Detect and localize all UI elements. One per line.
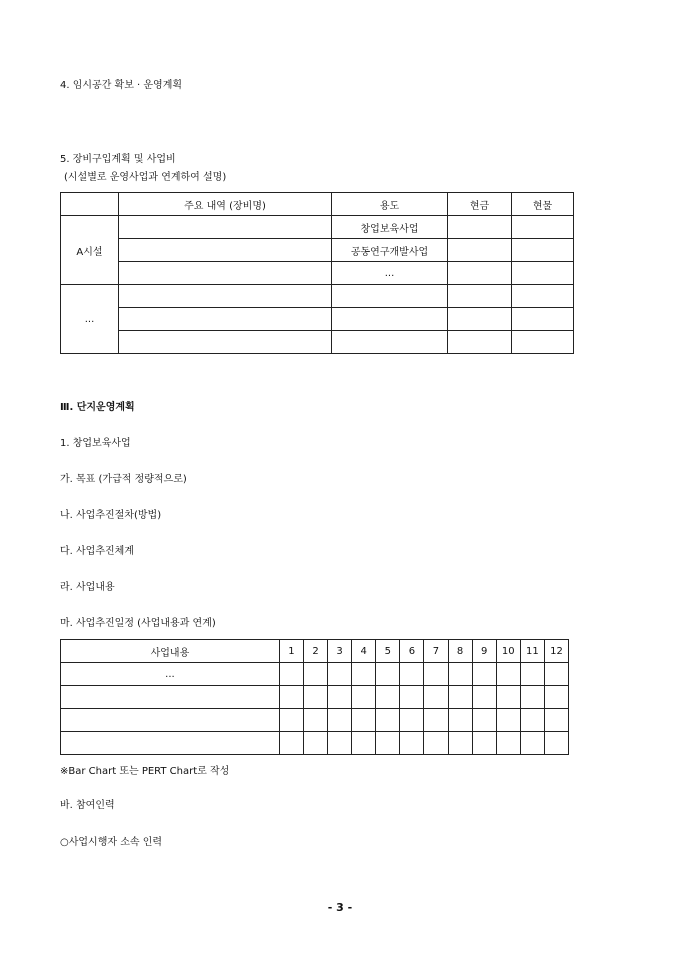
section-5-heading: 5. 장비구입계획 및 사업비 bbox=[60, 154, 176, 165]
table-cell bbox=[332, 285, 448, 308]
table-cell bbox=[448, 308, 512, 331]
item-1-heading: 1. 창업보육사업 bbox=[60, 438, 131, 449]
table-cell bbox=[512, 285, 574, 308]
facility-etc-cell: ... bbox=[61, 285, 119, 354]
month-header: 10 bbox=[496, 640, 520, 663]
table-cell bbox=[119, 262, 332, 285]
month-header: 11 bbox=[520, 640, 544, 663]
table-cell bbox=[448, 216, 512, 239]
table-row bbox=[61, 216, 574, 239]
table-cell bbox=[512, 308, 574, 331]
month-header: 4 bbox=[352, 640, 376, 663]
table-cell bbox=[332, 308, 448, 331]
table-row bbox=[61, 308, 574, 331]
table-row bbox=[61, 732, 569, 755]
item-ga-heading: 가. 목표 (가급적 정량적으로) bbox=[60, 474, 187, 485]
part-3-heading: Ⅲ. 단지운영계획 bbox=[60, 402, 135, 413]
month-header: 7 bbox=[424, 640, 448, 663]
header-cell-item: 주요 내역 (장비명) bbox=[119, 193, 332, 216]
header-cell-cash: 현금 bbox=[448, 193, 512, 216]
month-header: 6 bbox=[400, 640, 424, 663]
table-cell bbox=[448, 239, 512, 262]
item-ba-heading: 바. 참여인력 bbox=[60, 800, 115, 811]
schedule-task-cell bbox=[61, 686, 280, 709]
month-header: 8 bbox=[448, 640, 472, 663]
table-cell bbox=[119, 239, 332, 262]
table-cell bbox=[119, 216, 332, 239]
item-na-heading: 나. 사업추진절차(방법) bbox=[60, 510, 162, 521]
schedule-task-cell: ... bbox=[61, 663, 280, 686]
schedule-header-row bbox=[61, 640, 569, 663]
header-cell-use: 용도 bbox=[332, 193, 448, 216]
table-cell bbox=[119, 308, 332, 331]
table-cell bbox=[332, 331, 448, 354]
table-cell bbox=[448, 285, 512, 308]
month-header: 9 bbox=[472, 640, 496, 663]
item-ra-heading: 라. 사업내용 bbox=[60, 582, 115, 593]
schedule-task-cell bbox=[61, 732, 280, 755]
section-5-note: (시설별로 운영사업과 연계하여 설명) bbox=[64, 172, 227, 183]
schedule-header-label: 사업내용 bbox=[61, 640, 280, 663]
table-row bbox=[61, 262, 574, 285]
month-header: 2 bbox=[303, 640, 327, 663]
table-row bbox=[61, 686, 569, 709]
table-row bbox=[61, 285, 574, 308]
table-cell bbox=[512, 331, 574, 354]
table-row bbox=[61, 239, 574, 262]
table-row bbox=[61, 709, 569, 732]
schedule-table bbox=[60, 639, 569, 755]
month-header: 12 bbox=[544, 640, 568, 663]
item-ma-heading: 마. 사업추진일정 (사업내용과 연계) bbox=[60, 618, 216, 629]
section-4-heading: 4. 임시공간 확보 · 운영계획 bbox=[60, 80, 183, 91]
equipment-table bbox=[60, 192, 574, 354]
chart-note: ※Bar Chart 또는 PERT Chart로 작성 bbox=[60, 766, 230, 777]
table-cell bbox=[119, 331, 332, 354]
table-cell bbox=[512, 216, 574, 239]
table-row bbox=[61, 331, 574, 354]
item-da-heading: 다. 사업추진체계 bbox=[60, 546, 134, 557]
month-header: 1 bbox=[279, 640, 303, 663]
month-header: 3 bbox=[328, 640, 352, 663]
use-cell: ... bbox=[332, 262, 448, 285]
table-cell bbox=[448, 331, 512, 354]
facility-a-cell: A시설 bbox=[61, 216, 119, 285]
header-cell-inkind: 현물 bbox=[512, 193, 574, 216]
table-cell bbox=[119, 285, 332, 308]
table-row bbox=[61, 663, 569, 686]
table-header-row bbox=[61, 193, 574, 216]
table-cell bbox=[448, 262, 512, 285]
table-cell bbox=[512, 239, 574, 262]
month-header: 5 bbox=[376, 640, 400, 663]
header-cell-empty bbox=[61, 193, 119, 216]
use-cell: 창업보육사업 bbox=[332, 216, 448, 239]
use-cell: 공동연구개발사업 bbox=[332, 239, 448, 262]
table-cell bbox=[512, 262, 574, 285]
staff-line: ○사업시행자 소속 인력 bbox=[60, 837, 163, 848]
schedule-task-cell bbox=[61, 709, 280, 732]
page-number: - 3 - bbox=[327, 901, 353, 914]
